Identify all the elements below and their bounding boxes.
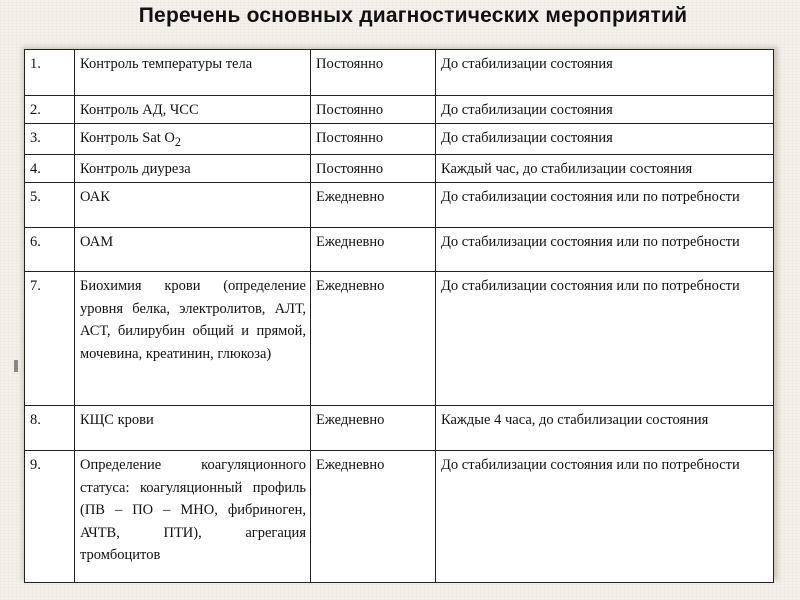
duration: До стабилизации состояния или по потребности	[436, 228, 774, 272]
table-row	[25, 183, 774, 228]
slide-title: Перечень основных диагностических мероприятий	[138, 4, 688, 27]
frequency: Ежедневно	[311, 406, 436, 451]
procedure-name: Контроль диуреза	[75, 155, 311, 183]
procedure-name: Биохимия крови (определение уровня белка, электролитов, АЛТ, АСТ, билирубин общий и прямой, мочевина, креатинин, глюкоза)	[75, 272, 311, 406]
row-number: 1.	[25, 50, 75, 96]
row-number: 6.	[25, 228, 75, 272]
row-number: 9.	[25, 451, 75, 583]
row-number: 4.	[25, 155, 75, 183]
frequency: Постоянно	[311, 155, 436, 183]
row-number: 3.	[25, 124, 75, 155]
duration: До стабилизации состояния или по потребности	[436, 272, 774, 406]
procedure-name: Определение коагуляционного статуса: коагуляционный профиль (ПВ – ПО – МНО, фибриноген, АЧТВ, ПТИ), агрегация тромбоцитов	[75, 451, 311, 583]
frequency: Ежедневно	[311, 228, 436, 272]
table-row	[25, 50, 774, 96]
table-row	[25, 451, 774, 583]
table-row	[25, 96, 774, 124]
diagnostic-table	[24, 49, 774, 583]
procedure-name	[75, 124, 311, 155]
table-row	[25, 155, 774, 183]
duration: До стабилизации состояния	[436, 124, 774, 155]
duration: Каждый час, до стабилизации состояния	[436, 155, 774, 183]
frequency: Постоянно	[311, 124, 436, 155]
table-row	[25, 272, 774, 406]
table-row	[25, 228, 774, 272]
procedure-name: КЩС крови	[75, 406, 311, 451]
decorative-mark	[14, 360, 18, 372]
duration: До стабилизации состояния	[436, 96, 774, 124]
frequency: Постоянно	[311, 50, 436, 96]
frequency: Постоянно	[311, 96, 436, 124]
duration: Каждые 4 часа, до стабилизации состояния	[436, 406, 774, 451]
table-row	[25, 124, 774, 155]
procedure-name-text: Контроль Sat O	[80, 130, 175, 146]
frequency: Ежедневно	[311, 272, 436, 406]
duration: До стабилизации состояния или по потребности	[436, 451, 774, 583]
subscript: 2	[174, 134, 181, 149]
procedure-name: Контроль температуры тела	[75, 50, 311, 96]
procedure-name: Контроль АД, ЧСС	[75, 96, 311, 124]
frequency: Ежедневно	[311, 451, 436, 583]
frequency: Ежедневно	[311, 183, 436, 228]
row-number: 8.	[25, 406, 75, 451]
table-row	[25, 406, 774, 451]
procedure-name: ОАК	[75, 183, 311, 228]
duration: До стабилизации состояния или по потребности	[436, 183, 774, 228]
duration: До стабилизации состояния	[436, 50, 774, 96]
row-number: 5.	[25, 183, 75, 228]
row-number: 2.	[25, 96, 75, 124]
procedure-name: ОАМ	[75, 228, 311, 272]
row-number: 7.	[25, 272, 75, 406]
